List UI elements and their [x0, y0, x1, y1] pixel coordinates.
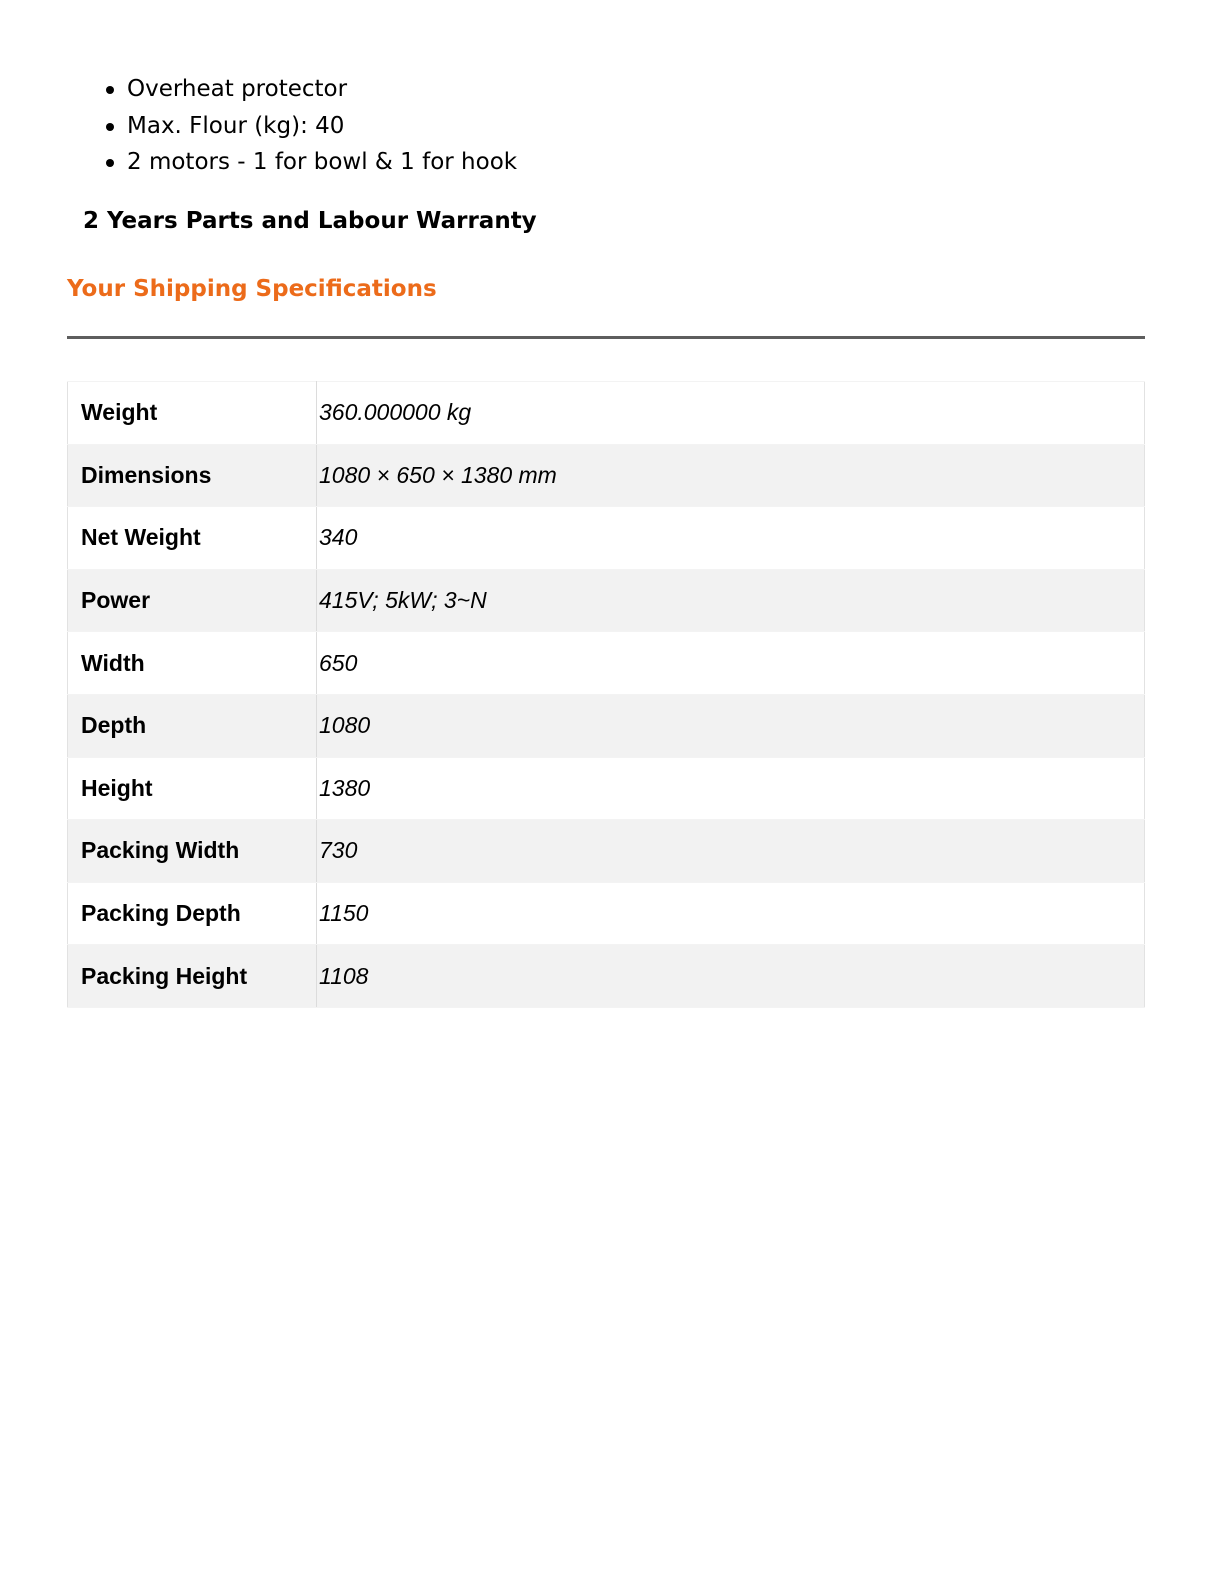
- spec-value: 1108: [317, 945, 1145, 1008]
- list-item: [104, 72, 517, 109]
- feature-text: 2 motors - 1 for bowl & 1 for hook: [127, 149, 518, 175]
- table-row: [68, 757, 1145, 820]
- table-row: [68, 632, 1145, 695]
- spec-label: Net Weight: [68, 507, 317, 570]
- table-row: [68, 569, 1145, 632]
- spec-label: Power: [68, 569, 317, 632]
- bullet-icon: [106, 159, 114, 167]
- spec-value: 1380: [317, 757, 1145, 820]
- spec-value: 650: [317, 632, 1145, 695]
- table-row: [68, 444, 1145, 507]
- spec-label: Width: [68, 632, 317, 695]
- table-row: [68, 882, 1145, 945]
- spec-label: Packing Width: [68, 820, 317, 883]
- warranty-heading: 2 Years Parts and Labour Warranty: [83, 208, 537, 234]
- feature-text: Overheat protector: [127, 76, 348, 102]
- table-row: [68, 694, 1145, 757]
- spec-label: Depth: [68, 694, 317, 757]
- spec-label: Packing Depth: [68, 882, 317, 945]
- bullet-icon: [106, 123, 114, 131]
- spec-value: 415V; 5kW; 3~N: [317, 569, 1145, 632]
- table-row: [68, 382, 1145, 445]
- table-row: [68, 820, 1145, 883]
- spec-label: Packing Height: [68, 945, 317, 1008]
- shipping-spec-table: [67, 381, 1145, 1008]
- spec-value: 1080 × 650 × 1380 mm: [317, 444, 1145, 507]
- spec-value: 340: [317, 507, 1145, 570]
- spec-value: 730: [317, 820, 1145, 883]
- shipping-specifications-title: Your Shipping Specifications: [67, 276, 437, 302]
- feature-text: Max. Flour (kg): 40: [127, 112, 345, 139]
- spec-label: Dimensions: [68, 444, 317, 507]
- list-item: [104, 145, 517, 182]
- section-divider: [67, 336, 1145, 339]
- spec-value: 360.000000 kg: [317, 382, 1145, 445]
- bullet-icon: [106, 86, 114, 94]
- feature-list: [104, 72, 517, 182]
- spec-label: Height: [68, 757, 317, 820]
- spec-value: 1150: [317, 882, 1145, 945]
- table-row: [68, 945, 1145, 1008]
- table-row: [68, 507, 1145, 570]
- list-item: [104, 109, 517, 146]
- spec-label: Weight: [68, 382, 317, 445]
- spec-value: 1080: [317, 694, 1145, 757]
